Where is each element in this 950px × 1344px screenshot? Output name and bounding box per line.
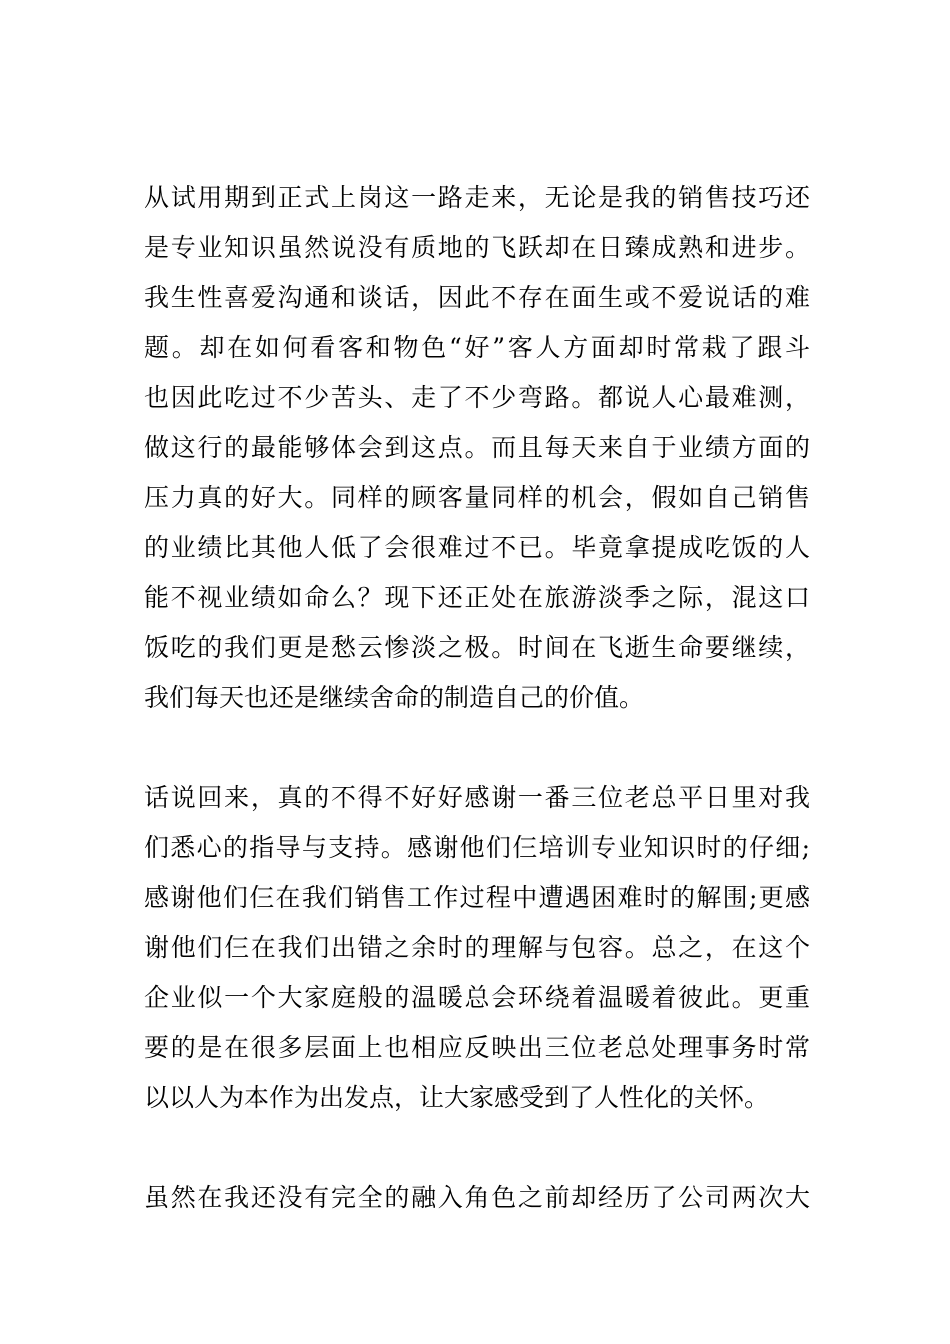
paragraph-1 — [144, 173, 810, 723]
text-line: 能不视业绩如命么？现下还正处在旅游淡季之际，混这口 — [144, 583, 810, 612]
text-line: 饭吃的我们更是愁云惨淡之极。时间在飞逝生命要继续， — [144, 633, 810, 662]
text-line: 谢他们仨在我们出错之余时的理解与包容。总之，在这个 — [144, 933, 810, 962]
paragraph-3 — [144, 1173, 810, 1223]
text-line: 企业似一个大家庭般的温暖总会环绕着温暖着彼此。更重 — [144, 983, 810, 1012]
paragraph-gap — [144, 723, 810, 773]
text-line: 要的是在很多层面上也相应反映出三位老总处理事务时常 — [144, 1033, 810, 1062]
document-body — [144, 173, 810, 1223]
text-line: 话说回来，真的不得不好好感谢一番三位老总平日里对我 — [144, 783, 810, 812]
text-line: 以以人为本作为出发点，让大家感受到了人性化的关怀。 — [144, 1083, 770, 1112]
paragraph-2 — [144, 773, 810, 1123]
paragraph-gap — [144, 1123, 810, 1173]
text-line: 做这行的最能够体会到这点。而且每天来自于业绩方面的 — [144, 433, 810, 462]
text-line: 题。却在如何看客和物色“好”客人方面却时常栽了跟斗 — [144, 333, 810, 362]
text-line: 我生性喜爱沟通和谈话，因此不存在面生或不爱说话的难 — [144, 283, 810, 312]
text-line: 感谢他们仨在我们销售工作过程中遭遇困难时的解围;更感 — [144, 883, 810, 912]
text-line: 从试用期到正式上岗这一路走来，无论是我的销售技巧还 — [144, 183, 810, 212]
text-line: 压力真的好大。同样的顾客量同样的机会，假如自己销售 — [144, 483, 810, 512]
text-line: 们悉心的指导与支持。感谢他们仨培训专业知识时的仔细; — [144, 833, 810, 862]
text-line: 的业绩比其他人低了会很难过不已。毕竟拿提成吃饭的人 — [144, 533, 810, 562]
text-line: 虽然在我还没有完全的融入角色之前却经历了公司两次大 — [144, 1183, 810, 1212]
text-line: 我们每天也还是继续舍命的制造自己的价值。 — [144, 683, 645, 712]
text-line: 是专业知识虽然说没有质地的飞跃却在日臻成熟和进步。 — [144, 233, 810, 262]
text-line: 也因此吃过不少苦头、走了不少弯路。都说人心最难测， — [144, 383, 810, 412]
